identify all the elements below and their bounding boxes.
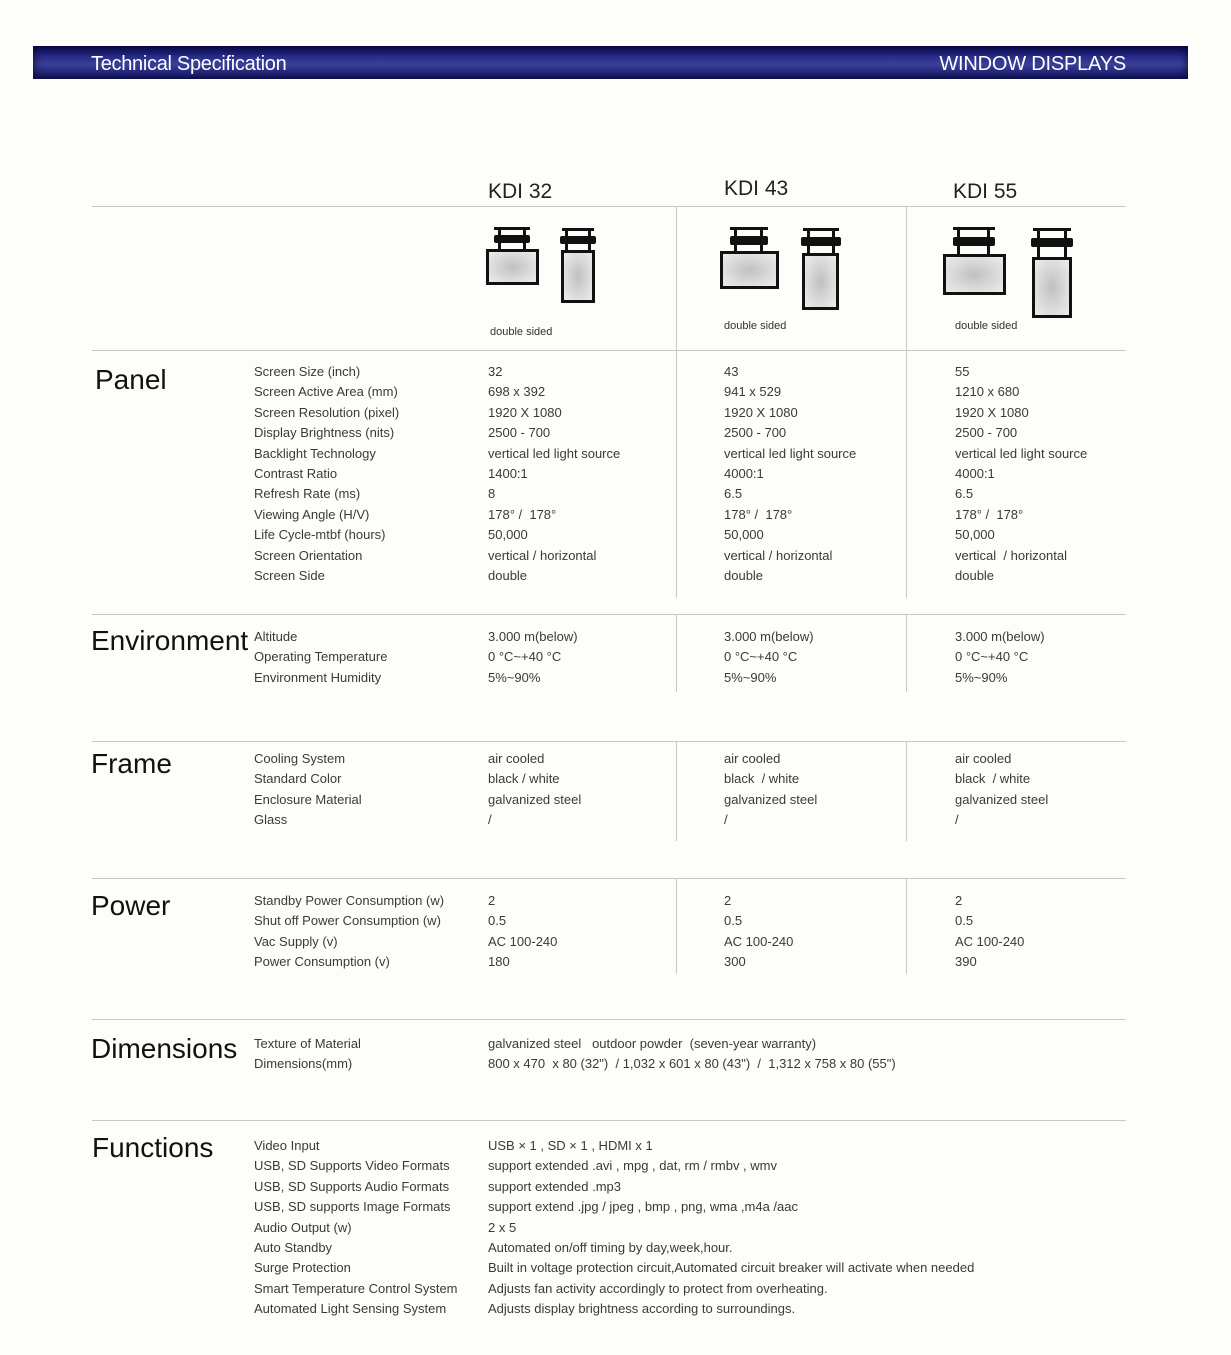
spec-value: vertical / horizontal [488,547,597,563]
spec-label: Smart Temperature Control System [254,1280,458,1296]
spec-value: 0 °C~+40 °C [488,649,562,665]
column-divider [676,878,677,974]
model-header-kdi43: KDI 43 [724,177,789,200]
spec-label: Screen Resolution (pixel) [254,404,400,420]
spec-label: Altitude [254,629,298,644]
spec-label: Contrast Ratio [254,466,338,482]
divider [92,350,1126,351]
section-title-dimensions: Dimensions [91,1033,238,1064]
spec-value: 2 [724,893,732,908]
power-values-kdi32 [488,891,557,973]
environment-values-kdi55 [955,627,1045,688]
spec-value: galvanized steel [488,791,582,807]
spec-label: Shut off Power Consumption (w) [254,913,441,929]
icon-caption: double sided [490,326,553,338]
spec-value: 2500 - 700 [955,425,1018,441]
spec-label: Environment Humidity [254,669,382,685]
spec-value: 50,000 [955,527,995,543]
spec-value: 50,000 [724,527,764,543]
spec-value: 0 °C~+40 °C [955,649,1029,665]
panel-values-kdi32 [488,362,620,586]
spec-value: black / white [724,771,800,787]
icon-caption: double sided [955,320,1018,332]
spec-value: / [488,812,492,828]
spec-value: 2 [488,893,496,908]
spec-value: 0.5 [488,913,507,929]
spec-label: Texture of Material [254,1036,361,1051]
column-divider [906,206,907,598]
power-labels [254,891,444,973]
spec-value: 43 [724,364,739,379]
power-values-kdi55 [955,891,1024,973]
spec-value: 698 x 392 [488,384,546,400]
spec-value: 2500 - 700 [724,425,787,441]
spec-value: 0.5 [955,913,974,929]
functions-values [488,1136,974,1320]
spec-value: 1210 x 680 [955,384,1020,400]
dimensions-labels [254,1034,361,1075]
spec-value: 178° / 178° [955,506,1024,522]
spec-value: AC 100-240 [724,933,794,949]
spec-value: 32 [488,364,503,379]
section-title-functions: Functions [92,1132,214,1163]
spec-value: 1920 X 1080 [955,404,1029,420]
spec-value: vertical led light source [488,445,621,461]
power-values-kdi43 [724,891,793,973]
spec-value: 8 [488,486,496,502]
spec-value: air cooled [724,751,781,766]
section-title-power: Power [91,890,171,921]
spec-value: 1920 X 1080 [488,404,562,420]
model-header-kdi32: KDI 32 [488,180,553,203]
spec-value: Built in voltage protection circuit,Automated circuit breaker will activate when needed [488,1260,975,1276]
frame-values-kdi32 [488,749,581,831]
spec-value: USB × 1 , SD × 1 , HDMI x 1 [488,1138,653,1153]
spec-value: 2 x 5 [488,1219,517,1235]
category-title: WINDOW DISPLAYS [939,53,1126,75]
divider [92,741,1126,742]
spec-label: USB, SD Supports Video Formats [254,1158,450,1174]
spec-value: vertical / horizontal [724,547,833,563]
spec-value: galvanized steel [955,791,1049,807]
panel-values-kdi43 [724,362,856,586]
divider [92,1019,1126,1020]
spec-value: 3.000 m(below) [724,629,814,644]
spec-label: Audio Output (w) [254,1219,352,1235]
spec-value: black / white [488,771,560,787]
page-title: Technical Specification [91,53,287,75]
spec-value: 178° / 178° [488,506,557,522]
spec-value: AC 100-240 [955,933,1025,949]
spec-value: 4000:1 [724,466,764,482]
spec-label: Refresh Rate (ms) [254,486,361,502]
spec-label: Automated Light Sensing System [254,1301,447,1317]
section-title-environment: Environment [91,625,249,656]
spec-label: Glass [254,812,288,828]
spec-label: Standby Power Consumption (w) [254,893,445,908]
portrait-display-icon [801,228,841,312]
spec-label: Viewing Angle (H/V) [254,506,370,522]
spec-label: USB, SD supports Image Formats [254,1199,451,1215]
spec-value: support extended .avi , mpg , dat, rm / rmbv , wmv [488,1158,777,1174]
spec-value: Automated on/off timing by day,week,hour. [488,1240,733,1256]
panel-values-kdi55 [955,362,1087,586]
spec-label: Life Cycle-mtbf (hours) [254,527,386,543]
divider [92,878,1126,879]
spec-value: 0 °C~+40 °C [724,649,798,665]
column-divider [676,614,677,692]
spec-value: Adjusts display brightness according to surroundings. [488,1301,796,1317]
divider [92,206,1126,207]
spec-value: 4000:1 [955,466,995,482]
column-divider [676,206,677,598]
spec-value: galvanized steel outdoor powder (seven-year warranty) [488,1036,817,1051]
spec-value: air cooled [955,751,1012,766]
spec-value: double [724,568,764,584]
column-divider [676,741,677,841]
spec-value: Adjusts fan activity accordingly to protect from overheating. [488,1280,828,1296]
spec-value: 5%~90% [488,669,541,685]
spec-value: vertical led light source [955,445,1088,461]
spec-value: 941 x 529 [724,384,782,400]
environment-labels [254,627,387,688]
spec-label: Cooling System [254,751,346,766]
frame-values-kdi43 [724,749,817,831]
spec-value: 300 [724,954,746,970]
spec-value: 55 [955,364,970,379]
spec-label: Screen Side [254,568,325,584]
spec-value: 5%~90% [724,669,777,685]
spec-value: vertical / horizontal [955,547,1067,563]
column-divider [906,878,907,974]
spec-label: Display Brightness (nits) [254,425,395,441]
spec-label: Auto Standby [254,1240,333,1256]
spec-value: 2 [955,893,963,908]
spec-value: 1400:1 [488,466,528,482]
section-title-frame: Frame [91,748,172,779]
functions-labels [254,1136,458,1320]
spec-value: 178° / 178° [724,506,793,522]
spec-value: 50,000 [488,527,528,543]
spec-value: 6.5 [955,486,974,502]
divider [92,1120,1126,1121]
section-title-panel: Panel [95,364,167,395]
frame-labels [254,749,362,831]
spec-label: Dimensions(mm) [254,1056,353,1072]
spec-label: Vac Supply (v) [254,933,338,949]
environment-values-kdi32 [488,627,578,688]
spec-value: double [955,568,995,584]
spec-value: 0.5 [724,913,743,929]
landscape-display-icon [720,227,780,289]
panel-labels [254,362,399,586]
portrait-display-icon [1031,228,1073,320]
spec-label: Power Consumption (v) [254,954,390,970]
spec-label: Screen Orientation [254,547,363,563]
spec-label: Video Input [254,1138,320,1153]
environment-values-kdi43 [724,627,814,688]
spec-value: vertical led light source [724,445,857,461]
spec-label: Enclosure Material [254,791,362,807]
spec-value: 3.000 m(below) [488,629,578,644]
spec-label: Screen Active Area (mm) [254,384,398,400]
dimensions-values [488,1034,896,1075]
spec-label: Operating Temperature [254,649,388,665]
model-header-kdi55: KDI 55 [953,180,1018,203]
spec-value: 390 [955,954,977,970]
spec-label: USB, SD Supports Audio Formats [254,1178,450,1194]
spec-value: 6.5 [724,486,743,502]
spec-label: Screen Size (inch) [254,364,361,379]
spec-value: AC 100-240 [488,933,558,949]
divider [92,614,1126,615]
spec-label: Surge Protection [254,1260,351,1276]
landscape-display-icon [486,227,540,285]
header-banner [33,46,1188,79]
spec-value: double [488,568,528,584]
spec-value: 5%~90% [955,669,1008,685]
spec-label: Backlight Technology [254,445,376,461]
spec-value: 180 [488,954,510,970]
column-divider [906,614,907,692]
spec-value: / [955,812,959,828]
column-divider [906,741,907,841]
portrait-display-icon [560,228,596,304]
spec-value: 2500 - 700 [488,425,551,441]
frame-values-kdi55 [955,749,1048,831]
spec-value: air cooled [488,751,545,766]
icon-caption: double sided [724,320,787,332]
spec-value: support extended .mp3 [488,1178,621,1194]
spec-value: 3.000 m(below) [955,629,1045,644]
spec-value: support extend .jpg / jpeg , bmp , png, wma ,m4a /aac [488,1199,799,1215]
spec-value: black / white [955,771,1031,787]
spec-value: galvanized steel [724,791,818,807]
spec-value: 1920 X 1080 [724,404,798,420]
spec-label: Standard Color [254,771,342,787]
spec-value: 800 x 470 x 80 (32") / 1,032 x 601 x 80 (43") / 1,312 x 758 x 80 (55") [488,1056,896,1072]
landscape-display-icon [943,227,1007,295]
spec-value: / [724,812,728,828]
